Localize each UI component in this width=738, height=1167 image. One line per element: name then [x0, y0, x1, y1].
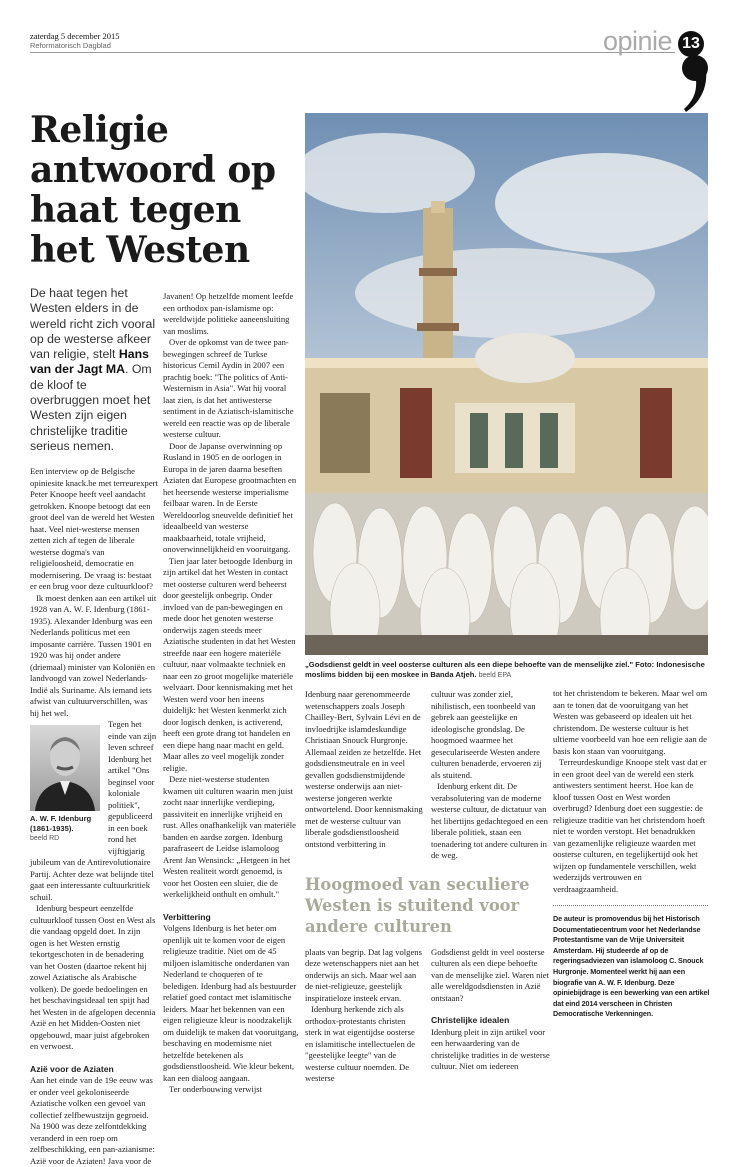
paragraph: Idenburg naar gerenommeerde wetenschappers zoals Joseph Chailley-Bert, Sylvain Lévi en de invloedrijke islamdeskundige Christiaan Snouck Hurgronje. Allemaal zeiden ze hetzelfde. Het godsdienstneutrale en in veel gevallen godsdienstmijdende westerse onderwijs aan niet-westerse jongeren werkte ontwortelend. Door kennismaking met de westerse cultuur van liberale godsdienstloosheid ontstond verbittering in — [305, 689, 423, 849]
subheading: Azië voor de Aziaten — [30, 1063, 114, 1074]
paragraph: Idenburg pleit in zijn artikel voor een herwaardering van de christelijke tradities in de westerse cultuur. Niet om iedereen — [431, 1026, 550, 1071]
paragraph: Tegen het einde van zijn leven schreef Idenburg het artikel "Ons beginsel voor koloniale politiek", gepubliceerd in een boek rond het vijftigjarig jubileum van de Antirevolutionaire Partij. Achter deze wat belijnde titel gaat een interessante cultuurkritiek schuil. — [30, 719, 157, 902]
photo-caption — [305, 660, 710, 681]
column-4-bottom — [431, 947, 550, 1085]
paragraph: Een interview op de Belgische opiniesite knack.be met terreurexpert Peter Knoope heeft veel aandacht getrokken. Knoope betoogt dat een groot deel van de wereld het Westen haat. Veel niet-westerse mensen zetten zich af tegen de liberale westerse dogma's van religieloosheid, democratie en modernisering. De vraag is: bestaat er een brug voor deze cultuurkloof? — [30, 466, 158, 592]
subheading: Christelijke idealen — [431, 1015, 510, 1025]
paragraph: Idenburg erkent dit. De verabsolutering van de moderne westerse cultuur, de dictatuur van het libertijns gedachtegoed en een liberale politiek, staan een toenadering tot andere culturen in de weg. — [431, 781, 548, 860]
paragraph: cultuur was zonder ziel, nihilistisch, een toonbeeld van gebrek aan geestelijke en ideologische grondslag. De hoogmoed waarmee het geseculariseerde Westen andere culturen benaderde, ervoeren zij als stuitend. — [431, 689, 542, 780]
dotted-divider — [553, 905, 708, 906]
paragraph: Volgens Idenburg is het beter om openlijk uit te komen voor de eigen religieuze traditie. Niet om de 45 miljoen islamitische onderdanen van Nederland te choqueren of te beledigen. Idenburg had als bestuurder relatief goed contact met islamitische leiders. Maar het bekennen van een eigen religieuze kleur is noodzakelijk om duidelijk te maken dat vooruitgang, beschaving en modernisme niet hetzelfde betekenen als godsdienstloosheid. Wie kleur bekent, kan een dialoog aangaan. — [163, 923, 299, 1083]
middle-columns — [305, 689, 550, 1085]
author-name: Hans van der Jagt MA — [30, 347, 149, 377]
portrait-figure — [30, 725, 102, 845]
columns-bottom-row — [305, 947, 550, 1085]
paragraph: Idenburg herkende zich als orthodox-protestants christen sterk in wat eigentijdse oosterse en islamitische intellectuelen de "geestelijke leegte" van de westerse cultuur noemden. De westerse — [305, 1004, 416, 1083]
column-1 — [30, 466, 158, 1167]
subheading: Verbittering — [163, 911, 211, 922]
paragraph: Tien jaar later betoogde Idenburg in zijn artikel dat het Westen in contact met oosterse culturen werd beheerst door geestelijk onbegrip. Onder invloed van de pan-bewegingen en mede door het genoten westerse onderwijs zagen steeds meer Aziatische studenten in dat het Westen streefde naar een hogere materiële cultuur, naar volmaakte techniek en naar een zo groot mogelijke materiële welvaart. Door kennismaking met het Westen werd voor hen ineens duidelijk: het Westen kenmerkt zich door logisch denken, is activerend, heeft een grote drang tot handelen en een diepe hang naar macht en geld. Maar alles zo veel mogelijk zonder religie. — [163, 555, 296, 773]
portrait-caption: A. W. F. Idenburg (1861-1935). — [30, 814, 92, 833]
paragraph: plaats van begrip. Dat lag volgens deze wetenschappers niet aan het onderwijs an sich. Maar wel aan de niet-religieuze, geestelijk inspiratieloze insteek ervan. — [305, 946, 422, 1003]
column-2 — [163, 291, 299, 1096]
column-3-top — [305, 689, 424, 862]
header-rule — [30, 52, 675, 53]
column-4-top — [431, 689, 550, 862]
paragraph: Ter onderbouwing verwijst — [169, 1084, 262, 1094]
portrait-credit: beeld RD — [30, 835, 60, 843]
paragraph: Godsdienst geldt in veel oosterse culturen als een diepe behoefte van de menselijke ziel. Waren niet alle wereldgodsdiensten in Azië ontstaan? — [431, 946, 549, 1003]
mosque-photo — [305, 113, 708, 655]
section-label: opinie — [603, 26, 673, 56]
intro-text-end: . Om de kloof te overbruggen moet het Westen zijn eigen christelijke traditie serieus nemen. — [30, 362, 152, 453]
intro-lead — [30, 286, 158, 454]
issue-date: zaterdag 5 december 2015 — [30, 31, 120, 41]
pull-quote: Hoogmoed van seculiere Westen is stuitend voor andere culturen — [305, 874, 530, 936]
column-5 — [553, 688, 709, 895]
paragraph: Door de Japanse overwinning op Rusland in 1905 en de oorlogen in Europa in de jaren daarna beseften Aziaten dat Europese grootmachten en het heersende westerse imperialisme feilbaar waren. In de Eerste Wereldoorlog sneuvelde definitief het ideaalbeeld van westerse maakbaarheid, totale vrijheid, onoverwinnelijkheid en vooruitgang. — [163, 440, 297, 554]
intro-text: De haat tegen het Westen elders in de wereld richt zich vooral op de westerse afkeer van religie, stelt — [30, 286, 156, 362]
comma-icon — [680, 52, 710, 114]
author-bio: De auteur is promovendus bij het Historisch Documentatiecentrum voor het Nederlandse Protestantisme van de Vrije Universiteit Amsterdam. Hij studeerde af op de regeringsadviezen van islamoloog C. Snouck Hurgronje. Momenteel werkt hij aan een biografie van A. W. F. Idenburg. Deze opiniebijdrage is een bewerking van een artikel dat eind 2014 verscheen in Christen Democratische Verkenningen. — [553, 914, 710, 1019]
columns-top-row — [305, 689, 550, 862]
column-3-bottom — [305, 947, 424, 1085]
page-number-badge: 13 — [678, 31, 704, 57]
paragraph: Deze niet-westerse studenten kwamen uit culturen waarin men juist zocht naar innerlijke verdieping, passiviteit en innerlijke vrijheid en rust. Alles onafhankelijk van materiële banden en aardse zorgen. Idenburg parafraseert de Leidse islamoloog Arent Jan Wensinck: „Hetgeen in het Westen realiteit wordt genoemd, is voor het Oosten een sluier, die de werkelijkheid onthult en omhult." — [163, 774, 296, 899]
right-stack — [553, 688, 711, 1020]
newspaper-name: Reformatorisch Dagblad — [30, 41, 111, 50]
paragraph: tot het christendom te bekeren. Maar wel om aan te tonen dat de vooruitgang van het Westen was gebaseerd op idealen uit het christendom. De westerse cultuur is het ultieme voorbeeld van hoe een religie aan de basis kon staan van vooruitgang. — [553, 688, 708, 756]
caption-text: „Godsdienst geldt in veel oosterse culturen als een diepe behoefte van de menselijke ziel." Foto: Indonesische moslims bidden bij een moskee in Banda Atjeh. — [305, 660, 705, 679]
paragraph: Javanen! Op hetzelfde moment leefde een orthodox pan-islamisme op: wereldwijde politieke aaneensluiting van moslims. — [163, 291, 294, 336]
headline: Religie antwoord op haat tegen het Westen — [30, 109, 276, 271]
paragraph: Idenburg bespeurt eenzelfde cultuurkloof tussen Oost en West als die vandaag opgeld doet. In zijn ogen is het Westen ernstig tekortgeschoten in de benadering van het Oosten (daartoe rekent hij zowel Aziatische als Arabische volken). De goede bedoelingen en het beschavingsideaal ten spijt had het Westen in de afgelopen decennia Azië en het Midden-Oosten niet opgebouwd, maar juist afgebroken en verwoest. — [30, 903, 156, 1052]
portrait-photo — [30, 725, 100, 811]
photo-credit: beeld EPA — [478, 672, 512, 679]
paragraph: Ik moest denken aan een artikel uit 1928 van A. W. F. Idenburg (1861-1935). Alexander Idenburg was een Nederlands politicus met een imposante carrière. Tussen 1901 en 1920 was hij onder andere (driemaal) minister van Koloniën en landvoogd van zowel Nederlands-Indië als Suriname. Als iemand iets afwist van cultuurverschillen, was hij het wel. — [30, 592, 157, 718]
paragraph: Over de opkomst van de twee pan-bewegingen schreef de Turkse historicus Cemil Aydin in 2007 een prachtig boek: "The politics of Anti-Westernism in Asia". Wat hij vooral laat zien, is dat het antiwesterse sentiment in de Aziatisch-islamitische wereld een reactie was op de liberale westerse cultuur. — [163, 337, 294, 439]
paragraph: Aan het einde van de 19e eeuw was er onder veel gekoloniseerde Aziatische volken een gevoel van collectief zelfbewustzijn gegroeid. Na 1900 was deze zelfontdekking veranderd in een roep om zelfbeschikking, een pan-azianisme: Azië voor de Aziaten! Java voor de — [30, 1075, 155, 1166]
paragraph: Terreurdeskundige Knoope stelt vast dat er in een groot deel van de wereld een sterk antiwesters sentiment heerst. Hoe kan de kloof tussen Oost en West worden overbrugd? Idenburg doet een suggestie: de religieuze traditie van het christendom hoeft niet te worden verstopt. Het benadrukken van gezamenlijke religieuze waarden met oosterse culturen, en tegelijkertijd ook het wijzen op fundamentele verschillen, wekt wederzijds vertrouwen en verdraagzaamheid. — [553, 757, 707, 894]
